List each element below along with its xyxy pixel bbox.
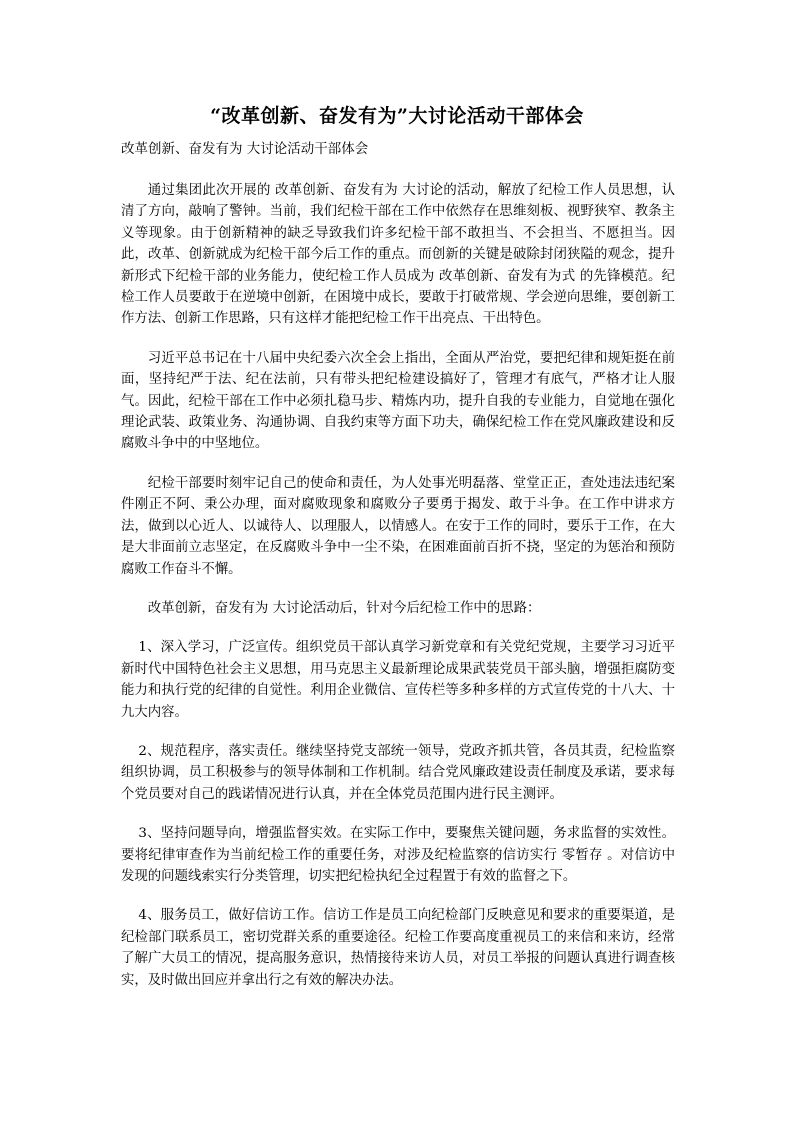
document-subtitle: 改革创新、奋发有为 大讨论活动干部体会 bbox=[121, 141, 369, 157]
list-item: 4、服务员工，做好信访工作。信访工作是员工向纪检部门反映意见和要求的重要渠道，是纪检部门联系员工，密切党群关系的重要途径。纪检工作要高度重视员工的来信和来访，经常了解广大员工的情况，提高服务意识，热情接待来访人员，对员工举报的问题认真进行调查核实，及时做出回应并拿出行之有效的解决办法。 bbox=[121, 908, 675, 988]
document-title: “改革创新、奋发有为”大讨论活动干部体会 bbox=[210, 105, 584, 127]
list-item: 2、规范程序，落实责任。继续坚持党支部统一领导，党政齐抓共管，各员其责，纪检监察组织协调，员工积极参与的领导体制和工作机制。结合党风廉政建设责任制度及承诺，要求每个党员要对自己的践诺情况进行认真，并在全体党员范围内进行民主测评。 bbox=[121, 743, 675, 802]
document-body bbox=[121, 180, 675, 1009]
paragraph: 纪检干部要时刻牢记自己的使命和责任，为人处事光明磊落、堂堂正正，查处违法违纪案件刚正不阿、秉公办理，面对腐败现象和腐败分子要勇于揭发、敢于斗争。在工作中讲求方法，做到以心近人、以诚待人、以理服人，以情感人。在安于工作的同时，要乐于工作，在大是大非面前立志坚定，在反腐败斗争中一尘不染，在困难面前百折不挠，坚定的为惩治和预防腐败工作奋斗不懈。 bbox=[121, 475, 675, 577]
list-item: 3、坚持问题导向，增强监督实效。在实际工作中，要聚焦关键问题，务求监督的实效性。要将纪律审查作为当前纪检工作的重要任务，对涉及纪检监察的信访实行 零暂存 。对信访中发现的问题线索实行分类管理，切实把纪检执纪全过程置于有效的监督之下。 bbox=[121, 826, 675, 884]
paragraph: 改革创新，奋发有为 大讨论活动后，针对今后纪检工作中的思路： bbox=[147, 600, 541, 616]
list-item: 1、深入学习，广泛宣传。组织党员干部认真学习新党章和有关党纪党规，主要学习习近平新时代中国特色社会主义思想，用马克思主义最新理论成果武装党员干部头脑，增强拒腐防变能力和执行党的纪律的自觉性。利用企业微信、宣传栏等多种多样的方式宣传党的十八大、十九大内容。 bbox=[121, 640, 675, 720]
paragraph: 通过集团此次开展的 改革创新、奋发有为 大讨论的活动，解放了纪检工作人员思想，认清了方向，敲响了警钟。当前，我们纪检干部在工作中依然存在思维刻板、视野狭窄、教条主义等现象。由于创新精神的缺乏导致我们许多纪检干部不敢担当、不会担当、不愿担当。因此，改革、创新就成为纪检干部今后工作的重点。而创新的关键是破除封闭狭隘的观念，提升新形式下纪检干部的业务能力，使纪检工作人员成为 改革创新、奋发有为式 的先锋模范。纪检工作人员要敢于在逆境中创新，在困境中成长，要敢于打破常规、学会逆向思维，要创新工作方法、创新工作思路，只有这样才能把纪检工作干出亮点、干出特色。 bbox=[121, 183, 675, 327]
paragraph: 习近平总书记在十八届中央纪委六次全会上指出，全面从严治党，要把纪律和规矩挺在前面，坚持纪严于法、纪在法前，只有带头把纪检建设搞好了，管理才有底气，严格才让人服气。因此，纪检干部在工作中必须扎稳马步、精炼内功，提升自我的专业能力，自觉地在强化理论武装、政策业务、沟通协调、自我约束等方面下功夫，确保纪检工作在党风廉政建设和反腐败斗争中的中坚地位。 bbox=[121, 350, 675, 452]
